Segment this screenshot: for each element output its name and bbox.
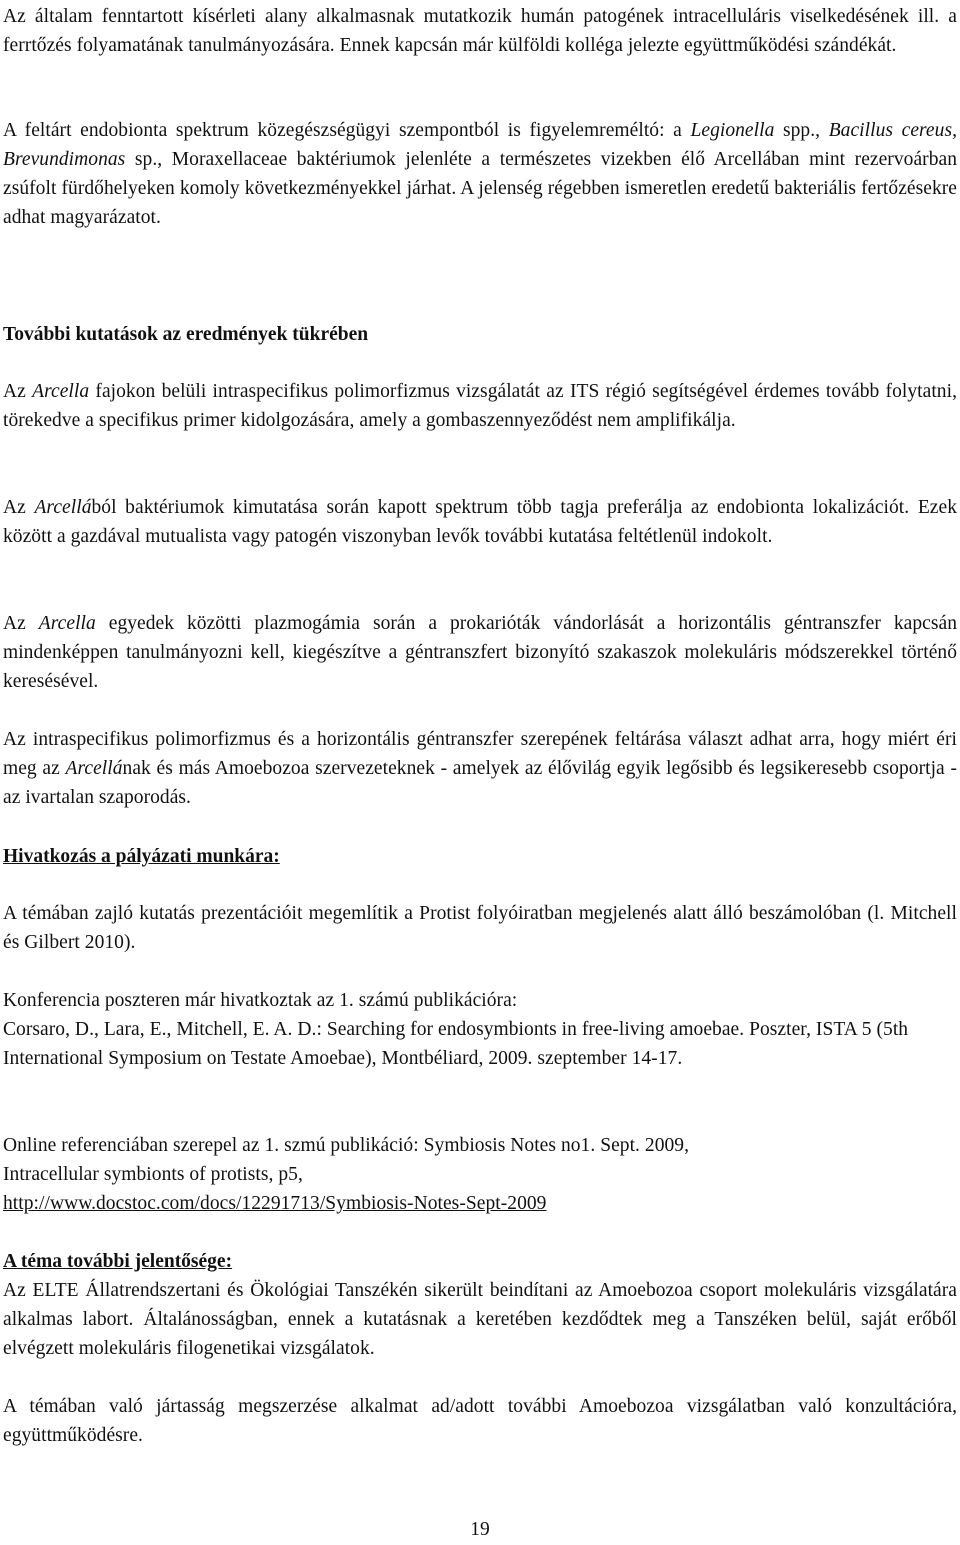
heading-further-research: További kutatások az eredmények tükrében <box>3 324 369 345</box>
text-run: Online referenciában szerepel az 1. szmú publikáció: Symbiosis Notes no1. Sept. 2009, <box>3 1135 690 1156</box>
italic-taxon: Arcella <box>38 613 96 634</box>
text-run: egyedek közötti plazmogámia során a prokarióták vándorlását a horizontális géntranszfer kapcsán mindenképpen tanulmányozni kell, kiegészítve a géntranszfert bizonyító szakaszok molekuláris módszerekkel történő keresésével. <box>3 613 957 692</box>
text-run: Az <box>3 497 35 518</box>
paragraph-conference-poster <box>3 986 957 1073</box>
italic-taxon: Legionella <box>690 120 775 141</box>
text-run: spp. <box>774 120 816 141</box>
paragraph-protist-journal-text: A témában zajló kutatás prezentációit megemlítik a Protist folyóiratban megjelenés alatt álló beszámolóban (l. Mitchell és Gilbert 2010). <box>3 903 957 953</box>
paragraph-intro <box>3 2 957 60</box>
text-run: Intracellular symbionts of protists, p5, <box>3 1164 303 1185</box>
text-run: Konferencia poszteren már hivatkoztak az 1. számú publikációra: <box>3 990 518 1011</box>
italic-taxon: Arcellá <box>34 497 92 518</box>
page-number: 19 <box>470 1519 490 1540</box>
citation-text: Corsaro, D., Lara, E., Mitchell, E. A. D.: Searching for endosymbionts in free-living amoebae. Poszter, ISTA 5 (5th International Symposium on Testate Amoebae), Montbéliard, 2009. szeptember 14-17. <box>3 1019 909 1069</box>
italic-taxon: Arcella <box>32 381 90 402</box>
text-run: sp. <box>125 149 158 170</box>
heading-significance: A téma további jelentősége: <box>3 1251 233 1272</box>
paragraph-elte-lab <box>3 1276 957 1363</box>
paragraph-consultation <box>3 1392 957 1450</box>
italic-taxon: Arcellá <box>65 758 123 779</box>
text-run: nak és más Amoebozoa szervezeteknek - amelyek az élővilág egyik legősibb és legsikeresebb csoportja - az ivartalan szaporodás. <box>3 758 957 808</box>
text-run: Az intraspecifikus polimorfizmus és a horizontális géntranszfer szerepének feltárása választ adhat arra, hogy miért éri meg az <box>3 729 957 779</box>
paragraph-bacteria-detection <box>3 493 957 551</box>
paragraph-consultation-text: A témában való jártasság megszerzése alkalmat ad/adott további Amoebozoa vizsgálatban való konzultációra, együttműködésre. <box>3 1396 957 1446</box>
paragraph-protist-journal <box>3 899 957 957</box>
text-run: Az <box>3 381 33 402</box>
text-run: Az <box>3 613 39 634</box>
italic-taxon: , Bacillus cereus, Brevundimonas <box>3 120 958 170</box>
text-run: fajokon belüli intraspecifikus polimorfizmus vizsgálatát az ITS régió segítségével érdemes tovább folytatni, törekedve a specifikus primer kidolgozására, amely a gombaszennyeződést nem amplifikálja. <box>3 381 957 431</box>
paragraph-intro-text: Az általam fenntartott kísérleti alany alkalmasnak mutatkozik humán patogének intracelluláris viselkedésének ill. a ferrtőzés folyamatának tanulmányozására. Ennek kapcsán már külföldi kolléga jelezte együttműködési szándékát. <box>3 6 957 56</box>
paragraph-its-region <box>3 377 957 435</box>
text-run: A feltárt endobionta spektrum közegészségügyi szempontból is figyelemreméltó: a <box>3 120 691 141</box>
paragraph-plasmogamy <box>3 609 957 696</box>
text-run: ból baktériumok kimutatása során kapott spektrum több tagja preferálja az endobionta lokalizációt. Ezek között a gazdával mutualista vagy patogén viszonyban levők további kutatása feltétlenül indokolt. <box>3 497 957 547</box>
docstoc-link[interactable]: http://www.docstoc.com/docs/12291713/Symbiosis-Notes-Sept-2009 <box>3 1193 547 1214</box>
heading-references: Hivatkozás a pályázati munkára: <box>3 846 280 867</box>
paragraph-endobiont-spectrum <box>3 116 957 232</box>
paragraph-elte-lab-text: Az ELTE Állatrendszertani és Ökológiai Tanszékén sikerült beindítani az Amoebozoa csoport molekuláris vizsgálatára alkalmas labort. Általánosságban, ennek a kutatásnak a keretében kezdődtek meg a Tanszéken belül, saját erőből elvégzett molekuláris filogenetikai vizsgálatok. <box>3 1280 957 1359</box>
paragraph-online-reference <box>3 1131 957 1218</box>
text-run: , Moraxellaceae baktériumok jelenléte a természetes vizekben élő Arcellában mint rezervoárban zsúfolt fürdőhelyeken komoly következményekkel járhat. A jelenség régebben ismeretlen eredetű bakteriális fertőzésekre adhat magyarázatot. <box>3 149 958 228</box>
paragraph-polymorphism <box>3 725 957 812</box>
